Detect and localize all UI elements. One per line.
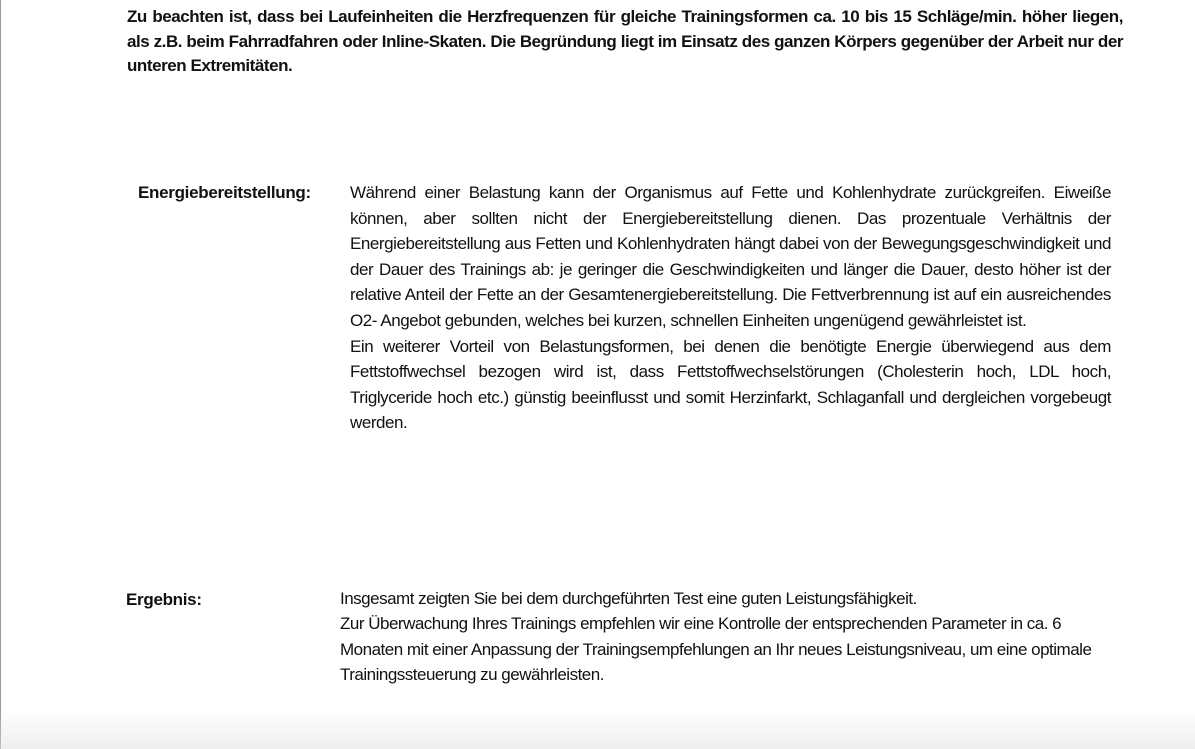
energiebereitstellung-label: Energiebereitstellung: [138, 183, 311, 202]
ergebnis-label: Ergebnis: [126, 590, 202, 609]
energiebereitstellung-paragraph-2: Ein weiterer Vorteil von Belastungsformen, bei denen die benötigte Energie überwiegend aus dem Fettstoffwechsel bezogen wird ist, dass Fettstoffwechselstörungen (Cholesterin hoch, LDL hoch, Triglyceride hoch etc.) günstig beeinflusst und somit Herzinfarkt, Schlaganfall und dergleichen vorgebeugt werden. [350, 336, 1111, 433]
energiebereitstellung-paragraph-1: Während einer Belastung kann der Organismus auf Fette und Kohlenhydrate zurückgreifen. Eiweiße können, aber sollten nicht der Energiebereitstellung dienen. Das prozentuale Verhältnis der Energiebereitstellung aus Fetten und Kohlenhydraten hängt dabei von der Bewegungsgeschwindigkeit und der Dauer des Trainings ab: je geringer die Geschwindigkeiten und länger die Dauer, desto höher ist der relative Anteil der Fette an der Gesamtenergiebereitstellung. Die Fettverbrennung ist auf ein ausreichendes O2- Angebot gebunden, welches bei kurzen, schnellen Einheiten ungenügend gewährleistet ist. [350, 183, 1111, 330]
page-left-edge [0, 0, 1, 749]
page-bottom-shadow [0, 709, 1195, 749]
intro-note: Zu beachten ist, dass bei Laufeinheiten die Herzfrequenzen für gleiche Trainingsformen ca. 10 bis 15 Schläge/min. höher liegen, als z.B. beim Fahrradfahren oder Inline-Skaten. Die Begründung liegt im Einsatz des ganzen Körpers gegenüber der Arbeit nur der unteren Extremitäten. [127, 7, 1123, 75]
ergebnis-paragraph-2: Zur Überwachung Ihres Trainings empfehlen wir eine Kontrolle der entsprechenden Parameter in ca. 6 Monaten mit einer Anpassung der Trainingsempfehlungen an Ihr neues Leistungsniveau, um eine optimale Trainingssteuerung zu gewährleisten. [340, 614, 1092, 685]
ergebnis-body [340, 586, 1124, 688]
energiebereitstellung-body [350, 180, 1111, 436]
ergebnis-line-1: Insgesamt zeigten Sie bei dem durchgeführten Test eine guten Leistungsfähigkeit. [340, 589, 917, 608]
